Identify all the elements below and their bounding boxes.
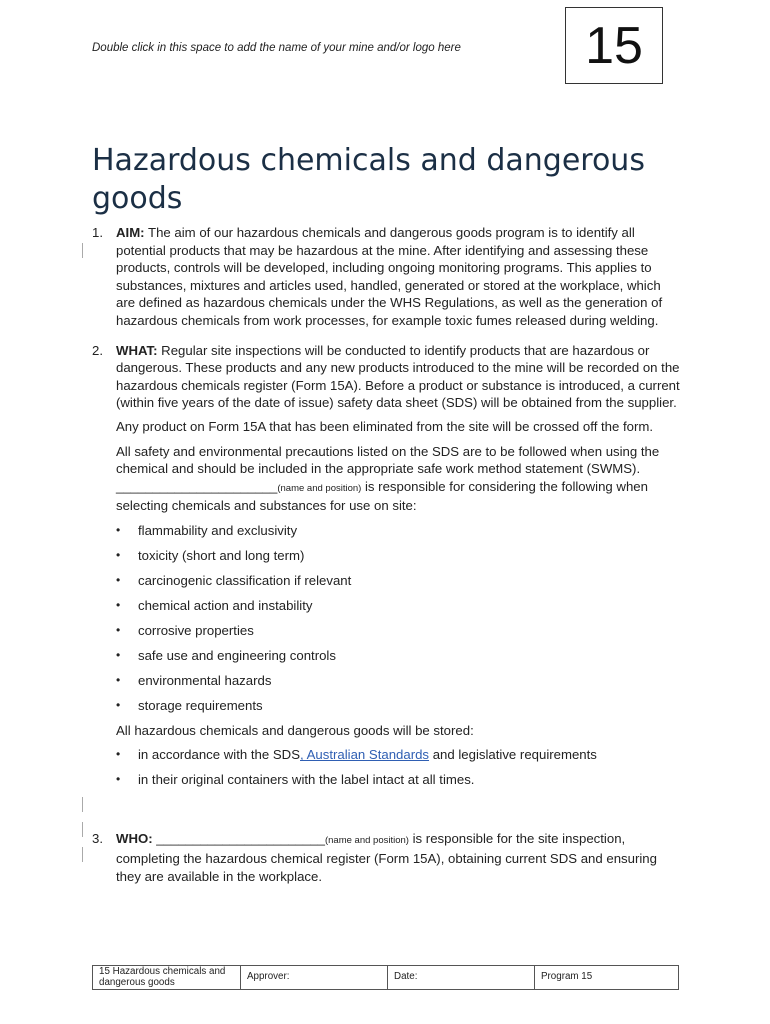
bullet-icon: • [116, 522, 121, 537]
section-aim [92, 224, 682, 336]
what-para-3: All safety and environmental precautions listed on the SDS are to be followed when using the chemical and should be included in the appropriate safe work method statement (SWMS). ______________________(name and position) is responsible for considering the following when selecting chemicals and substances for use on site: [116, 443, 660, 514]
what-para-2: Any product on Form 15A that has been eliminated from the site will be crossed off the form. [116, 418, 654, 434]
aim-text: The aim of our hazardous chemicals and dangerous goods program is to identify all potential products that may be hazardous at the mine. After identifying and assessing these products, controls will be developed, including ongoing monitoring programs. This applies to substances, mixtures and articles used, handled, generated or stored at the workplace, which are defined as hazardous chemicals under the WHS Regulations, as well as the generation of hazardous chemicals from work processes, for example toxic fumes released during welding. [116, 225, 663, 328]
footer-doc-name: 15 Hazardous chemicals and dangerous goods [93, 966, 241, 990]
what-text: Regular site inspections will be conducted to identify products that are hazardous or dangerous. These products and any new products introduced to the mine will be recorded on the hazardous chemicals register (Form 15A). Before a product or substance is introduced, a current (within five years of the date of issue) safety data sheet (SDS) will be obtained from the supplier. [116, 342, 680, 411]
section-number: 1. [92, 225, 103, 240]
list-item: • storage requirements [116, 697, 263, 713]
bullet-icon: • [116, 647, 121, 662]
list-item: • in accordance with the SDS, Australian Standards and legislative requirements [116, 747, 597, 763]
section-what [92, 342, 682, 797]
bullet-icon: • [116, 697, 121, 712]
document-body [92, 224, 682, 897]
footer-program: Program 15 [535, 966, 679, 990]
list-item: • flammability and exclusivity [116, 522, 298, 538]
list-item: • toxicity (short and long term) [116, 547, 305, 563]
list-item: • in their original containers with the label intact at all times. [116, 772, 475, 788]
list-item: • chemical action and instability [116, 597, 313, 613]
revision-mark [82, 847, 83, 862]
footer-approver[interactable]: Approver: [241, 966, 388, 990]
bullet-icon: • [116, 572, 121, 587]
bullet-icon: • [116, 747, 121, 762]
storage-list [116, 746, 682, 789]
revision-mark [82, 797, 83, 812]
revision-mark [82, 822, 83, 837]
bullet-icon: • [116, 772, 121, 787]
australian-standards-link[interactable]: , Australian Standards [300, 747, 430, 763]
who-text: is responsible for the site inspection, completing the hazardous chemical register (Form 15A), obtaining current SDS and ensuring they are available in the workplace. [116, 831, 657, 884]
section-number: 3. [92, 831, 103, 847]
revision-mark [82, 243, 83, 258]
bullet-icon: • [116, 547, 121, 562]
bullet-icon: • [116, 672, 121, 687]
section-label: AIM: [116, 225, 145, 240]
section-label: WHAT: [116, 342, 158, 358]
bullet-icon: • [116, 597, 121, 612]
mine-logo-placeholder[interactable]: Double click in this space to add the name of your mine and/or logo here [92, 42, 461, 54]
program-number-box [565, 7, 663, 84]
page-title: Hazardous chemicals and dangerous goods [92, 143, 645, 216]
footer-date[interactable]: Date: [388, 966, 535, 990]
section-label: WHO: [116, 831, 153, 847]
section-number: 2. [92, 342, 103, 358]
list-item: • corrosive properties [116, 622, 254, 638]
list-item: • environmental hazards [116, 672, 272, 688]
storage-intro: All hazardous chemicals and dangerous goods will be stored: [116, 722, 474, 738]
list-item: • safe use and engineering controls [116, 647, 336, 663]
footer-table [92, 965, 679, 990]
section-who: 3. WHO: _______________________(name and position) is responsible for the site inspection, completing the hazardous chemical register (Form 15A), obtaining current SDS and ensuring they are available in the workplace. [92, 830, 682, 891]
program-number: 15 [585, 16, 643, 75]
selection-criteria-list [116, 522, 682, 714]
bullet-icon: • [116, 622, 121, 637]
list-item: • carcinogenic classification if relevant [116, 572, 352, 588]
